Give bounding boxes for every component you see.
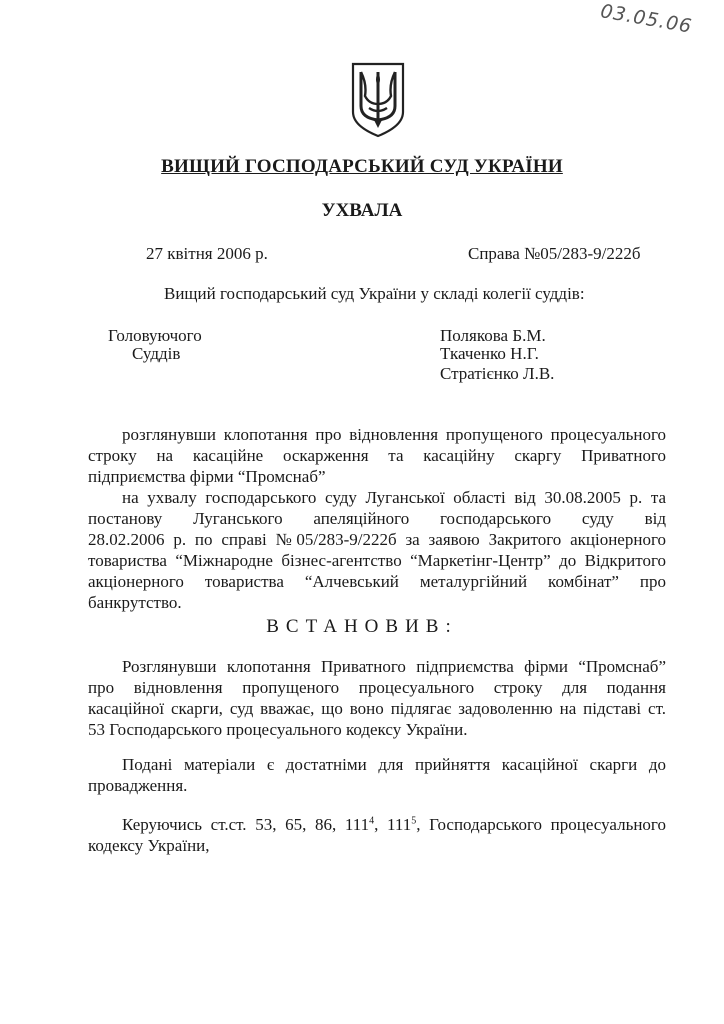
text-line: товариства “Міжнародне бізнес-агентство “Маркетінг-Центр” до Відкритого — [88, 551, 666, 570]
text-line: 53 Господарського процесуального кодексу України. — [88, 720, 468, 739]
materials-paragraph — [88, 754, 666, 796]
text-line: 28.02.2006 р. по справі №05/283-9/222б за заявою Закритого акціонерного — [88, 530, 666, 549]
judge-name: Ткаченко Н.Г. — [440, 344, 539, 363]
established-heading: ВСТАНОВИВ: — [266, 616, 458, 637]
text-line: Розглянувши клопотання Приватного підприємства фірми “Промснаб” — [122, 657, 666, 676]
handwritten-date: 03.05.06 — [598, 0, 694, 38]
panel-intro: Вищий господарський суд України у складі колегії суддів: — [164, 284, 585, 303]
case-number: Справа №05/283-9/222б — [468, 244, 641, 263]
text-line: кодексу України, — [88, 836, 210, 855]
text-line: касаційної скарги, суд вважає, що воно підлягає задоволенню на підставі ст. — [88, 699, 666, 718]
document-type-title: УХВАЛА — [321, 200, 403, 221]
article-superscript: 5 — [411, 815, 417, 827]
trident-emblem-icon — [349, 60, 407, 138]
presiding-judge-name: Полякова Б.М. — [440, 326, 546, 345]
text-line: підприємства фірми “Промснаб” — [88, 467, 326, 486]
judges-label: Суддів — [132, 344, 181, 363]
text-line: провадження. — [88, 776, 188, 795]
considered-paragraph — [88, 424, 666, 613]
text-line: на ухвалу господарського суду Луганської області від 30.08.2005 р. та — [122, 488, 666, 507]
text-line: Подані матеріали є достатніми для прийняття касаційної скарги до — [122, 755, 666, 774]
text-line: строку на касаційне оскарження та касаційну скаргу Приватного — [88, 446, 666, 465]
text-line: акціонерного товариства “Алчевський металургійний комбінат” про — [88, 572, 666, 591]
guided-paragraph — [88, 814, 666, 856]
text-fragment: Керуючись ст.ст. 53, 65, 86, 111 — [122, 815, 370, 834]
text-fragment: , Господарського процесуального — [416, 815, 666, 834]
ruling-paragraph — [88, 656, 666, 740]
text-line: постанову Луганського апеляційного господарського суду від — [88, 509, 666, 528]
text-line: про відновлення пропущеного процесуального строку для подання — [88, 678, 666, 697]
judge-name: Стратієнко Л.В. — [440, 364, 555, 383]
text-fragment: , 111 — [374, 815, 412, 834]
presiding-label: Головуючого — [108, 326, 202, 345]
court-name-title: ВИЩИЙ ГОСПОДАРСЬКИЙ СУД УКРАЇНИ — [161, 156, 563, 177]
text-line: банкрутство. — [88, 593, 182, 612]
text-line — [88, 814, 666, 835]
ruling-date: 27 квітня 2006 р. — [146, 244, 268, 263]
text-line: розглянувши клопотання про відновлення пропущеного процесуального — [122, 425, 666, 444]
article-superscript: 4 — [369, 815, 375, 827]
